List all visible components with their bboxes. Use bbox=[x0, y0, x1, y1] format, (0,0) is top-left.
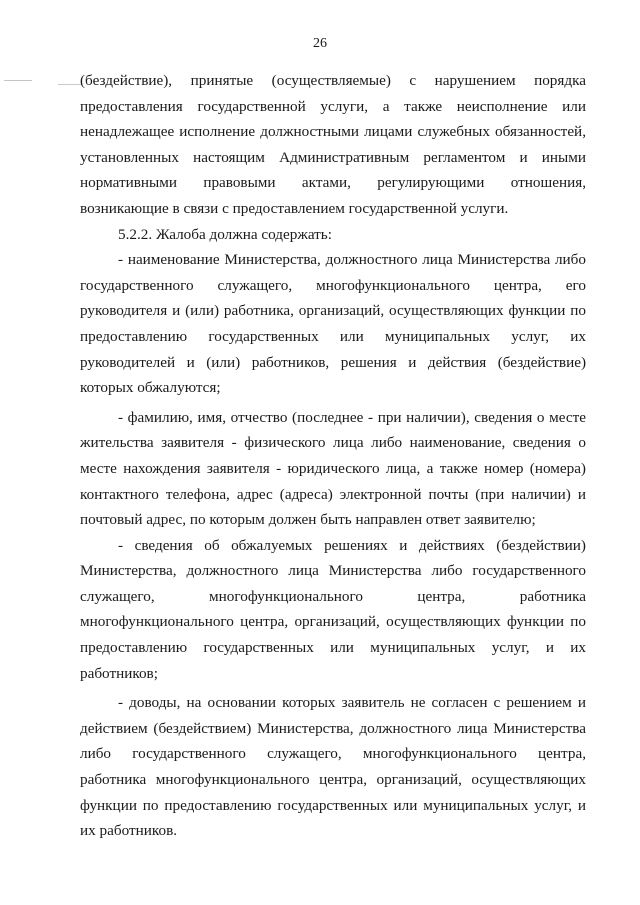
scan-artifact bbox=[58, 84, 82, 85]
paragraph-section-5-2-2: 5.2.2. Жалоба должна содержать: bbox=[118, 225, 332, 243]
document-body bbox=[80, 68, 586, 844]
list-item-appealed-decisions: - сведения об обжалуемых решениях и действиях (бездействии) Министерства, должностного лица Министерства либо государственного служащего, многофункционального центра, работника многофункционального центра, организаций, осуществляющих функции по предоставлению государственных или муниципальных услуг, и их работников; bbox=[80, 536, 586, 682]
list-item-name: - наименование Министерства, должностного лица Министерства либо государственного служащего, многофункционального центра, его руководителя и (или) работника, организаций, осуществляющих функции по предоставлению государственных или муниципальных услуг, их руководителей и (или) работников, решения и действия (бездействие) которых обжалуются; bbox=[80, 251, 586, 397]
paragraph-complaint-subject: (бездействие), принятые (осуществляемые) с нарушением порядка предоставления государственной услуги, а также неисполнение или ненадлежащее исполнение должностными лицами служебных обязанностей, установленных настоящим Административным регламентом и иными нормативными правовыми актами, регулирующими отношения, возникающие в связи с предоставлением государственной услуги. bbox=[80, 72, 586, 217]
list-item-applicant-details: - фамилию, имя, отчество (последнее - при наличии), сведения о месте жительства заявителя - физического лица либо наименование, сведения о месте нахождения заявителя - юридического лица, а также номер (номера) контактного телефона, адрес (адреса) электронной почты (при наличии) и почтовый адрес, по которым должен быть направлен ответ заявителю; bbox=[80, 408, 586, 529]
list-item-arguments: - доводы, на основании которых заявитель не согласен с решением и действием (бездействием) Министерства, должностного лица Министерства либо государственного служащего, многофункционального центра, работника многофункционального центра, организаций, осуществляющих функции по предоставлению государственных или муниципальных услуг, и их работников. bbox=[80, 694, 586, 840]
page-number: 26 bbox=[313, 36, 327, 51]
scan-artifact bbox=[4, 80, 32, 81]
